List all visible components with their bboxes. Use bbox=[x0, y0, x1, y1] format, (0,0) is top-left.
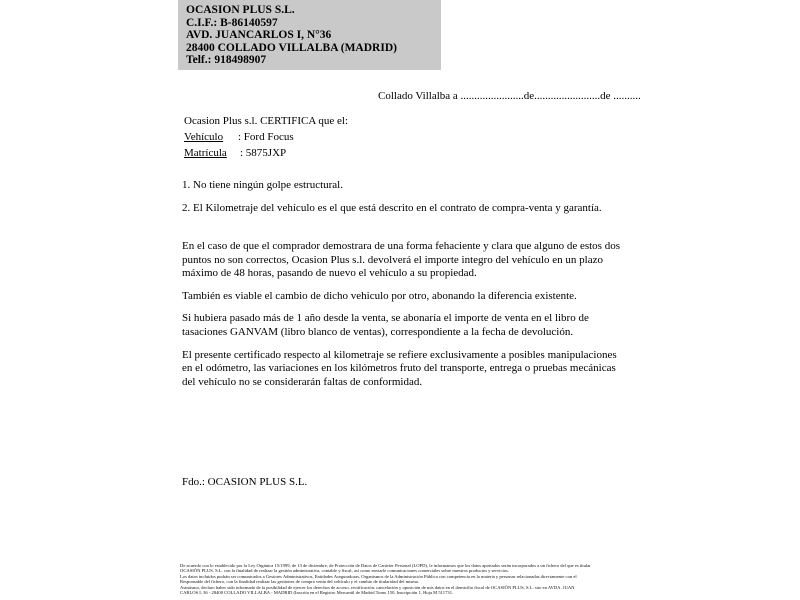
condition-point-1: 1. No tiene ningún golpe estructural. bbox=[182, 179, 343, 191]
body-paragraph-2: También es viable el cambio de dicho vehiculo por otro, abonando la diferencia existente. bbox=[182, 289, 577, 302]
company-address: AVD. JUANCARLOS I, N°36 bbox=[186, 29, 332, 41]
vehicle-label: Vehículo bbox=[184, 131, 224, 143]
company-city: 28400 COLLADO VILLALBA (MADRID) bbox=[186, 41, 397, 54]
body-text bbox=[182, 240, 625, 398]
legal-line-3: Los datos incluidos podrán ser comunicados a Gestores Administrativos, Entidades Aseguradoras, Organismos de la Administración Pública con competencia en la materia y personas relacionadas directamente con el bbox=[180, 573, 577, 579]
certification-block bbox=[184, 114, 348, 161]
plate-line bbox=[184, 146, 348, 161]
date-line: Collado Villalba a .......................de........................de .......... bbox=[378, 90, 641, 102]
letterhead bbox=[178, 0, 441, 70]
vehicle-value: : Ford Focus bbox=[238, 131, 294, 143]
company-phone: Telf.: 918498907 bbox=[186, 54, 267, 66]
company-cif: C.I.F.: B-86140597 bbox=[186, 16, 278, 29]
vehicle-line bbox=[184, 130, 348, 145]
certifies-line: Ocasion Plus s.l. CERTIFICA que el: bbox=[184, 115, 349, 127]
legal-line-1: De acuerdo con lo establecido por la Ley Orgánica 15/1999, de 13 de diciembre, de Protección de Datos de Carácter Personal (LOPD), le informamos que los datos aportados serán incorporados a un fichero del que es titular bbox=[180, 563, 591, 568]
condition-points bbox=[182, 178, 632, 224]
body-paragraph-3: Si hubiera pasado más de 1 año desde la venta, se abonaría el importe de venta en el libro de tasaciones GANVAM (libro blanco de ventas), correspondiente a la fecha de devolución. bbox=[182, 312, 589, 338]
plate-value: : 5875JXP bbox=[240, 147, 287, 159]
condition-point-2: 2. El Kilometraje del vehículo es el que está descrito en el contrato de compra-venta y garantía. bbox=[182, 202, 602, 214]
body-paragraph-1: En el caso de que el comprador demostrara de una forma fehaciente y clara que alguno de estos dos puntos no son correctos, Ocasion Plus s.l. devolverá el importe integro del vehículo en un plazo máximo de 48 horas, pasando de nuevo el vehículo a su propiedad. bbox=[182, 240, 620, 280]
legal-line-2: OCASIÓN PLUS, S.L. con la finalidad de realizar la gestión administrativa, contable y fiscal, así como enviarle comunicaciones comerciales sobre nuestros productos y servicios. bbox=[180, 568, 509, 574]
company-name: OCASION PLUS S.L. bbox=[186, 4, 295, 16]
legal-notice bbox=[180, 563, 627, 595]
legal-line-6: CARLOS I, 36 - 28400 COLLADO VILLALBA - MADRID (Inscrita en el Registro Mercantil de Madrid Tomo 150, Inscripción 1, Hoja M 511731. bbox=[180, 590, 454, 596]
signature-line: Fdo.: OCASION PLUS S.L. bbox=[182, 476, 308, 488]
legal-line-5: Asimismo, declaro haber sido informado de la posibilidad de ejercer los derechos de acceso, rectificación, cancelación y oposición de mis datos en el domicilio fiscal de OCASIÓN PLUS, S.L. sito en AVDA. JUAN bbox=[180, 584, 575, 590]
body-paragraph-4: El presente certificado respecto al kilometraje se refiere exclusivamente a posibles manipulaciones en el odómetro, las variaciones en los kilómetros fruto del transporte, entrega o pruebas mecánicas del vehículo no se considerarán faltas de conformidad. bbox=[182, 348, 617, 388]
plate-label: Matrícula bbox=[184, 147, 227, 159]
legal-line-4: Responsable del fichero, con la finalidad realizar las gestiones de compra venta del vehículo y el cambio de titularidad del mismo. bbox=[180, 579, 420, 585]
